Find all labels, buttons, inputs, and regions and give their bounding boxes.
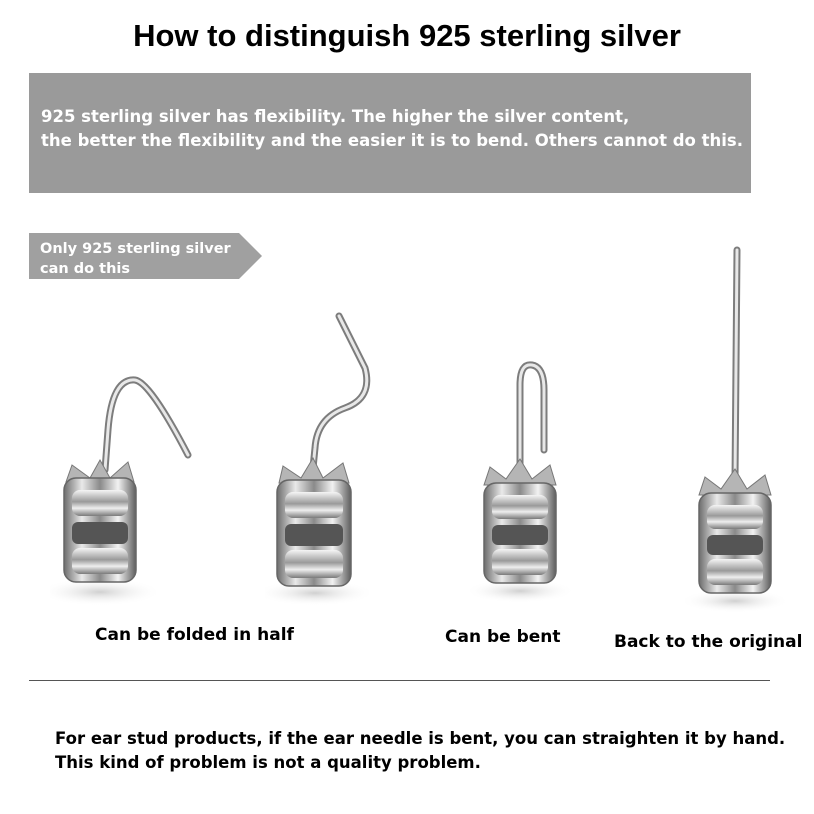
note-line-1: For ear stud products, if the ear needle is bent, you can straighten it by hand. xyxy=(55,729,786,748)
page-title: How to distinguish 925 sterling silver xyxy=(133,18,681,53)
note xyxy=(55,727,785,775)
info-text-line-2: the better the flexibility and the easier it is to bend. Others cannot do this. xyxy=(41,131,743,150)
earring-s-bend-image xyxy=(265,308,395,608)
arrow-tag xyxy=(29,233,262,279)
earring-straight-image xyxy=(685,245,795,615)
arrow-tag-line-1: Only 925 sterling silver xyxy=(40,241,231,257)
info-box xyxy=(29,73,751,193)
info-text-line-1: 925 sterling silver has flexibility. The higher the silver content, xyxy=(41,107,630,126)
note-line-2: This kind of problem is not a quality problem. xyxy=(55,753,481,772)
earring-folded-image xyxy=(50,370,210,610)
caption-original: Back to the original xyxy=(614,632,803,652)
caption-folded: Can be folded in half xyxy=(95,625,294,645)
arrow-tag-line-2: can do this xyxy=(40,261,130,277)
divider xyxy=(29,680,770,681)
earring-hook-bend-image xyxy=(470,355,580,605)
caption-bent: Can be bent xyxy=(445,627,561,647)
arrow-tag-text xyxy=(40,239,231,279)
